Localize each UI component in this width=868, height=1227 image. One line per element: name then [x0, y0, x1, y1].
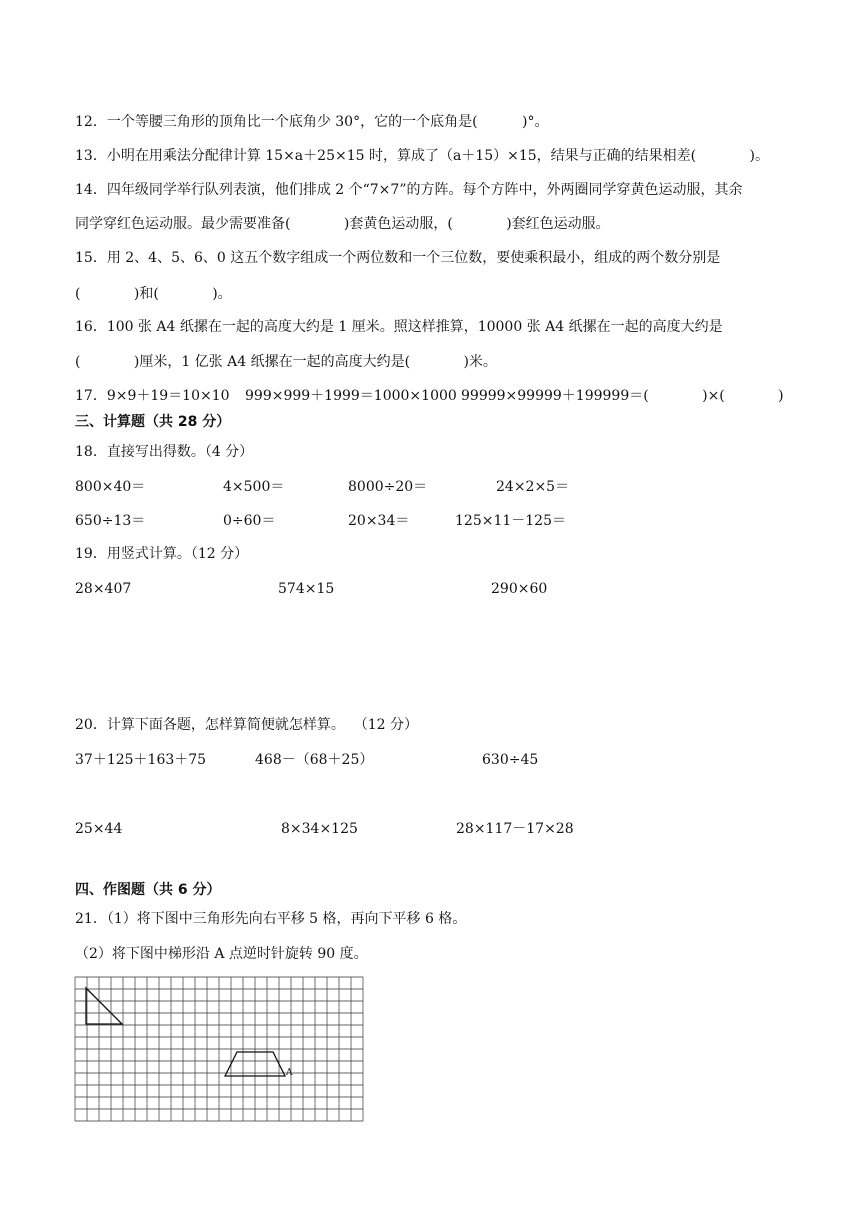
q18-item: 8000÷20＝ — [348, 479, 428, 495]
q18-item: 4×500＝ — [223, 479, 285, 495]
question-19-title: 19．用竖式计算。（12 分） — [75, 546, 249, 562]
q18-item: 0÷60＝ — [223, 513, 276, 529]
q18-item: 650÷13＝ — [75, 513, 146, 529]
question-20-title: 20．计算下面各题，怎样算简便就怎样算。 （12 分） — [75, 717, 418, 733]
question-21-line-2: （2）将下图中梯形沿 A 点逆时针旋转 90 度。 — [75, 946, 368, 962]
point-a-label: A — [286, 1068, 293, 1078]
question-13: 13．小明在用乘法分配律计算 15×a＋25×15 时，算成了（a＋15）×15，结果与正确的结果相差( )。 — [75, 148, 769, 164]
triangle-shape — [86, 988, 122, 1024]
drawing-grid — [74, 976, 368, 1122]
q18-item: 20×34＝ — [348, 513, 410, 529]
q20-item: 8×34×125 — [281, 821, 358, 837]
section-4-heading: 四、作图题（共 6 分） — [75, 882, 221, 898]
question-17-expr-3: 99999×99999＋199999＝( )×( ) — [461, 388, 784, 404]
question-15-line-1: 15．用 2、4、5、6、0 这五个数字组成一个两位数和一个三位数，要使乘积最小，组成的两个数分别是 — [75, 250, 721, 266]
q18-item: 800×40＝ — [75, 479, 146, 495]
q20-item: 37＋125＋163＋75 — [75, 752, 207, 768]
q18-item: 125×11－125＝ — [455, 513, 566, 529]
question-21-line-1: 21．（1）将下图中三角形先向右平移 5 格，再向下平移 6 格。 — [75, 911, 467, 927]
section-3-heading: 三、计算题（共 28 分） — [75, 414, 231, 430]
question-16-line-2: ( )厘米，1 亿张 A4 纸摞在一起的高度大约是( )米。 — [75, 354, 497, 370]
question-17-expr-1: 17．9×9＋19＝10×10 — [75, 388, 230, 404]
question-16-line-1: 16．100 张 A4 纸摞在一起的高度大约是 1 厘米。照这样推算，10000 张 A4 纸摞在一起的高度大约是 — [75, 319, 723, 335]
question-17-expr-2: 999×999＋1999＝1000×1000 — [245, 388, 457, 404]
q20-item: 630÷45 — [482, 752, 539, 768]
question-14-line-1: 14．四年级同学举行队列表演，他们排成 2 个“7×7”的方阵。每个方阵中，外两圈同学穿黄色运动服，其余 — [75, 182, 743, 198]
q20-item: 28×117－17×28 — [456, 821, 574, 837]
question-15-line-2: ( )和( )。 — [75, 286, 232, 302]
q19-item: 574×15 — [278, 581, 335, 597]
q20-item: 468－（68＋25） — [255, 752, 374, 768]
q18-item: 24×2×5＝ — [496, 479, 570, 495]
q20-item: 25×44 — [75, 821, 123, 837]
question-14-line-2: 同学穿红色运动服。最少需要准备( )套黄色运动服，( )套红色运动服。 — [75, 216, 610, 232]
question-12: 12．一个等腰三角形的顶角比一个底角少 30°，它的一个底角是( )°。 — [75, 114, 549, 130]
question-18-title: 18．直接写出得数。（4 分） — [75, 444, 254, 460]
q19-item: 290×60 — [491, 581, 548, 597]
grid-lines — [75, 977, 363, 1121]
q19-item: 28×407 — [75, 581, 132, 597]
